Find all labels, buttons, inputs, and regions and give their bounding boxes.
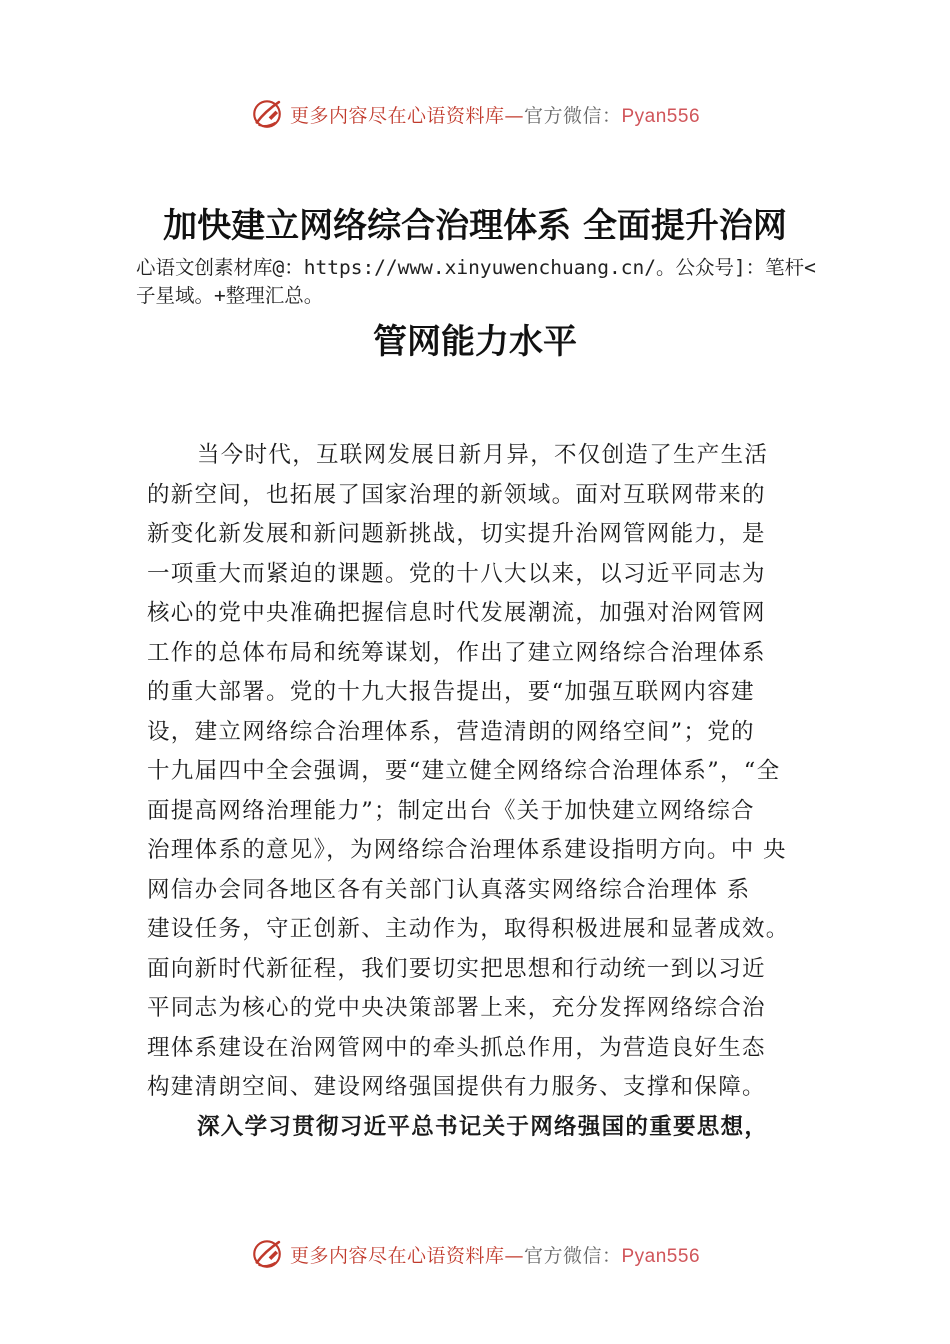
banner-account: Pyan556	[621, 105, 701, 127]
body-line: 平同志为核心的党中央决策部署上来，充分发挥网络综合治	[147, 995, 766, 1021]
banner-label: 官方微信：	[523, 1244, 622, 1267]
section-heading-line: 深入学习贯彻习近平总书记关于网络强国的重要思想，	[197, 1113, 769, 1140]
body-line: 新变化新发展和新问题新挑战，切实提升治网管网能力，是	[147, 521, 766, 547]
banner-dash: —	[504, 1244, 524, 1267]
body-line: 面向新时代新征程，我们要切实把思想和行动统一到以习近	[147, 955, 766, 982]
body-line: 核心的党中央准确把握信息时代发展潮流，加强对治网管网	[147, 600, 766, 626]
body-line: 当今时代，互联网发展日新月异，不仅创造了生产生活	[197, 442, 769, 468]
body-line: 面提高网络治理能力”；制定出台《关于加快建立网络综合	[147, 797, 755, 824]
banner-text	[290, 101, 700, 128]
banner-label: 官方微信：	[523, 104, 622, 127]
body-line: 十九届四中全会强调，要“建立健全网络综合治理体系”，“全	[147, 758, 781, 784]
body-line: 网信办会同各地区各有关部门认真落实网络综合治理体 系	[147, 876, 751, 903]
pen-logo-icon	[250, 1237, 284, 1271]
source-note: 心语文创素材库@：https://www.xinyuwenchuang.cn/。公众号]：笔杆<子星域。+整理汇总。	[136, 256, 816, 307]
banner-library-text: 更多内容尽在心语资料库	[289, 104, 505, 127]
banner-text	[290, 1241, 700, 1268]
bottom-banner	[0, 1234, 950, 1274]
document-title-line1: 加快建立网络综合治理体系 全面提升治网	[163, 206, 787, 246]
body-line: 的新空间，也拓展了国家治理的新领域。面对互联网带来的	[147, 481, 766, 508]
body-line: 建设任务，守正创新、主动作为，取得积极进展和显著成效。	[147, 916, 790, 942]
body-line: 设，建立网络综合治理体系，营造清朗的网络空间”；党的	[147, 718, 755, 745]
document-title-line2: 管网能力水平	[373, 322, 577, 362]
body-line: 一项重大而紧迫的课题。党的十八大以来，以习近平同志为	[147, 560, 766, 587]
document-body	[147, 436, 827, 1147]
banner-dash: —	[504, 104, 524, 127]
body-line: 治理体系的意见》，为网络综合治理体系建设指明方向。中 央	[147, 837, 787, 863]
body-line: 构建清朗空间、建设网络强国提供有力服务、支撑和保障。	[147, 1074, 766, 1100]
banner-account: Pyan556	[621, 1245, 701, 1267]
top-banner	[0, 94, 950, 134]
body-line: 工作的总体布局和统筹谋划，作出了建立网络综合治理体系	[147, 639, 766, 666]
body-line: 理体系建设在治网管网中的牵头抓总作用，为营造良好生态	[147, 1034, 766, 1061]
banner-library-text: 更多内容尽在心语资料库	[289, 1244, 505, 1267]
body-line: 的重大部署。党的十九大报告提出，要“加强互联网内容建	[147, 679, 755, 705]
pen-logo-icon	[250, 97, 284, 131]
